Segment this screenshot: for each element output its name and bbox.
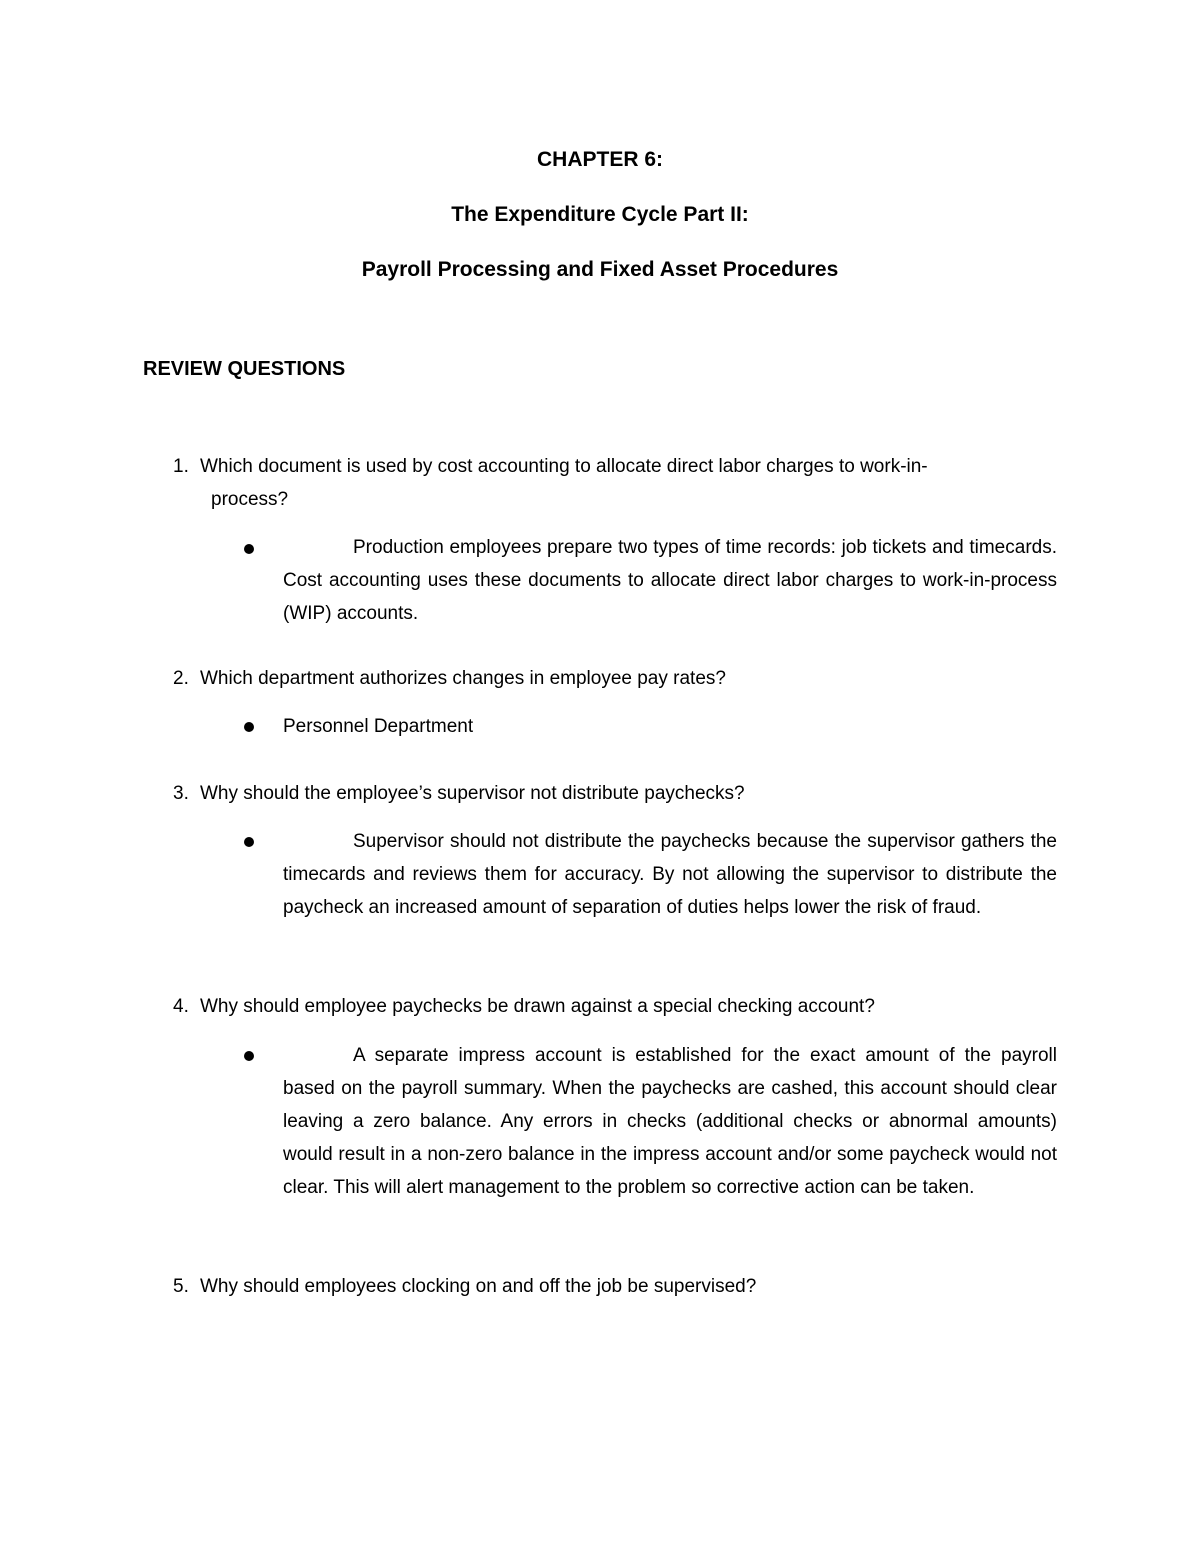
question-number: 1. [173, 456, 189, 477]
question-number: 5. [173, 1276, 189, 1297]
question-text: Why should employee paychecks be drawn against a special checking account? [200, 996, 875, 1017]
answer-text: Supervisor should not distribute the paychecks because the supervisor gathers the timecards and reviews them for accuracy. By not allowing the supervisor to distribute the paycheck an increased amount of separation of duties helps lower the risk of fraud. [283, 831, 1057, 918]
question-1 [173, 450, 1063, 516]
bullet-icon [244, 544, 254, 554]
chapter-subtitle: Payroll Processing and Fixed Asset Procedures [361, 258, 839, 281]
question-4 [173, 990, 1063, 1023]
question-number: 4. [173, 996, 189, 1017]
answer-3 [283, 825, 1057, 924]
answer-4 [283, 1039, 1057, 1204]
answer-1 [283, 531, 1057, 630]
bullet-icon [244, 837, 254, 847]
chapter-heading: CHAPTER 6: [536, 148, 663, 171]
answer-text: Production employees prepare two types of time records: job tickets and timecards. Cost accounting uses these documents to allocate direct labor charges to work-in-process (WIP) accounts. [283, 537, 1057, 624]
answer-text: A separate impress account is established for the exact amount of the payroll based on the payroll summary. When the paychecks are cashed, this account should clear leaving a zero balance. Any errors in checks (additional checks or abnormal amounts) would result in a non-zero balance in the impress account and/or some paycheck would not clear. This will alert management to the problem so corrective action can be taken. [283, 1045, 1057, 1198]
bullet-icon [244, 1051, 254, 1061]
question-2 [173, 662, 1063, 695]
chapter-title: The Expenditure Cycle Part II: [451, 203, 749, 226]
question-5 [173, 1270, 1063, 1303]
bullet-icon [244, 722, 254, 732]
answer-2: Personnel Department [283, 716, 474, 737]
question-number: 3. [173, 783, 189, 804]
review-questions-heading: REVIEW QUESTIONS [143, 358, 346, 380]
question-text: Which document is used by cost accounting to allocate direct labor charges to work-in- [200, 456, 928, 477]
question-text: Which department authorizes changes in employee pay rates? [200, 668, 726, 689]
question-text: Why should employees clocking on and off the job be supervised? [200, 1276, 757, 1297]
question-3 [173, 777, 1063, 810]
question-number: 2. [173, 668, 189, 689]
question-text: Why should the employee’s supervisor not distribute paychecks? [200, 783, 745, 804]
question-text-continued: process? [211, 489, 289, 510]
